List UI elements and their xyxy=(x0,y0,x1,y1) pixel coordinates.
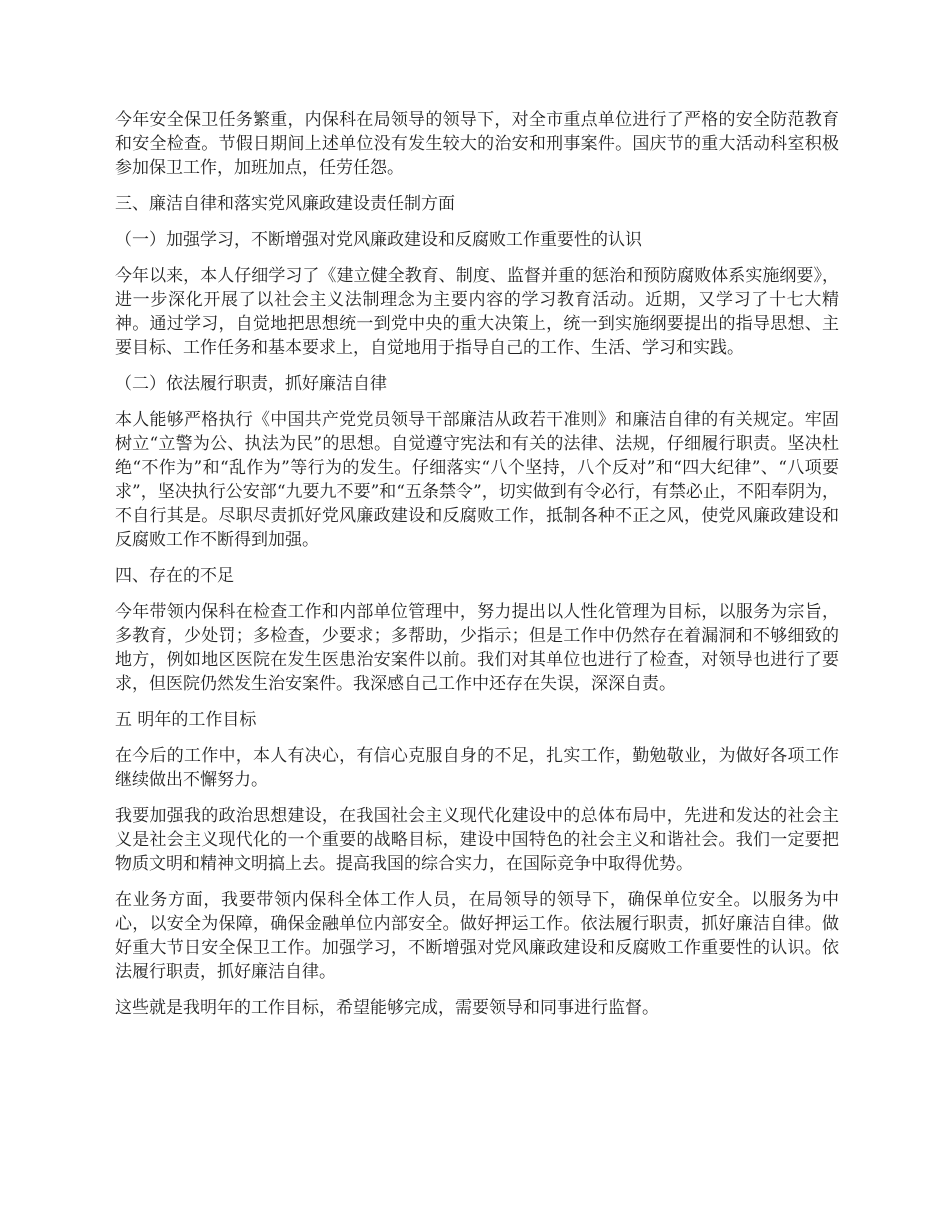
paragraph-closing: 这些就是我明年的工作目标，希望能够完成，需要领导和同事进行监督。 xyxy=(115,998,659,1018)
paragraph-resolve: 在今后的工作中，本人有决心，有信心克服自身的不足，扎实工作，勤勉敬业，为做好各项工作继续做出不懈努力。 xyxy=(115,746,839,790)
document-body xyxy=(115,108,839,1032)
paragraph-duty: 本人能够严格执行《中国共产党党员领导干部廉洁从政若干准则》和廉洁自律的有关规定。牢固树立“立警为公、执法为民”的思想。自觉遵守宪法和有关的法律、法规，仔细履行职责。坚决杜绝“不作为”和“乱作为”等行为的发生。仔细落实“八个坚持，八个反对”和“四大纪律”、“八项要求”，坚决执行公安部“九要九不要”和“五条禁令”，切实做到有令必行，有禁必止，不阳奉阴为，不自行其是。尽职尽责抓好党风廉政建设和反腐败工作，抵制各种不正之风，使党风廉政建设和反腐败工作不断得到加强。 xyxy=(115,410,839,550)
paragraph-political-building: 我要加强我的政治思想建设，在我国社会主义现代化建设中的总体布局中，先进和发达的社会主义是社会主义现代化的一个重要的战略目标，建设中国特色的社会主义和谐社会。我们一定要把物质文明和精神文明搞上去。提高我国的综合实力，在国际竞争中取得优势。 xyxy=(115,806,839,874)
section-heading-shortcomings: 四、存在的不足 xyxy=(115,566,234,586)
section-heading-integrity: 三、廉洁自律和落实党风廉政建设责任制方面 xyxy=(115,194,455,214)
section-heading-next-year-goals: 五 明年的工作目标 xyxy=(115,710,257,730)
paragraph-study: 今年以来，本人仔细学习了《建立健全教育、制度、监督并重的惩治和预防腐败体系实施纲要》，进一步深化开展了以社会主义法制理念为主要内容的学习教育活动。近期，又学习了十七大精神。通过学习，自觉地把思想统一到党中央的重大决策上，统一到实施纲要提出的指导思想、主要目标、工作任务和基本要求上，自觉地用于指导自己的工作、生活、学习和实践。 xyxy=(115,266,839,358)
paragraph-security-duty: 今年安全保卫任务繁重，内保科在局领导的领导下，对全市重点单位进行了严格的安全防范教育和安全检查。节假日期间上述单位没有发生较大的治安和刑事案件。国庆节的重大活动科室积极参加保卫工作，加班加点，任劳任怨。 xyxy=(115,110,839,178)
paragraph-shortcomings: 今年带领内保科在检查工作和内部单位管理中，努力提出以人性化管理为目标，以服务为宗旨，多教育，少处罚；多检查，少要求；多帮助，少指示；但是工作中仍然存在着漏洞和不够细致的地方，例如地区医院在发生医患治安案件以前。我们对其单位也进行了检查，对领导也进行了要求，但医院仍然发生治安案件。我深感自己工作中还存在失误，深深自责。 xyxy=(115,602,839,694)
subsection-heading-study: （一）加强学习，不断增强对党风廉政建设和反腐败工作重要性的认识 xyxy=(115,230,642,250)
subsection-heading-duty: （二）依法履行职责，抓好廉洁自律 xyxy=(115,374,387,394)
paragraph-business: 在业务方面，我要带领内保科全体工作人员，在局领导的领导下，确保单位安全。以服务为中心，以安全为保障，确保金融单位内部安全。做好押运工作。依法履行职责，抓好廉洁自律。做好重大节日安全保卫工作。加强学习，不断增强对党风廉政建设和反腐败工作重要性的认识。依法履行职责，抓好廉洁自律。 xyxy=(115,890,839,982)
